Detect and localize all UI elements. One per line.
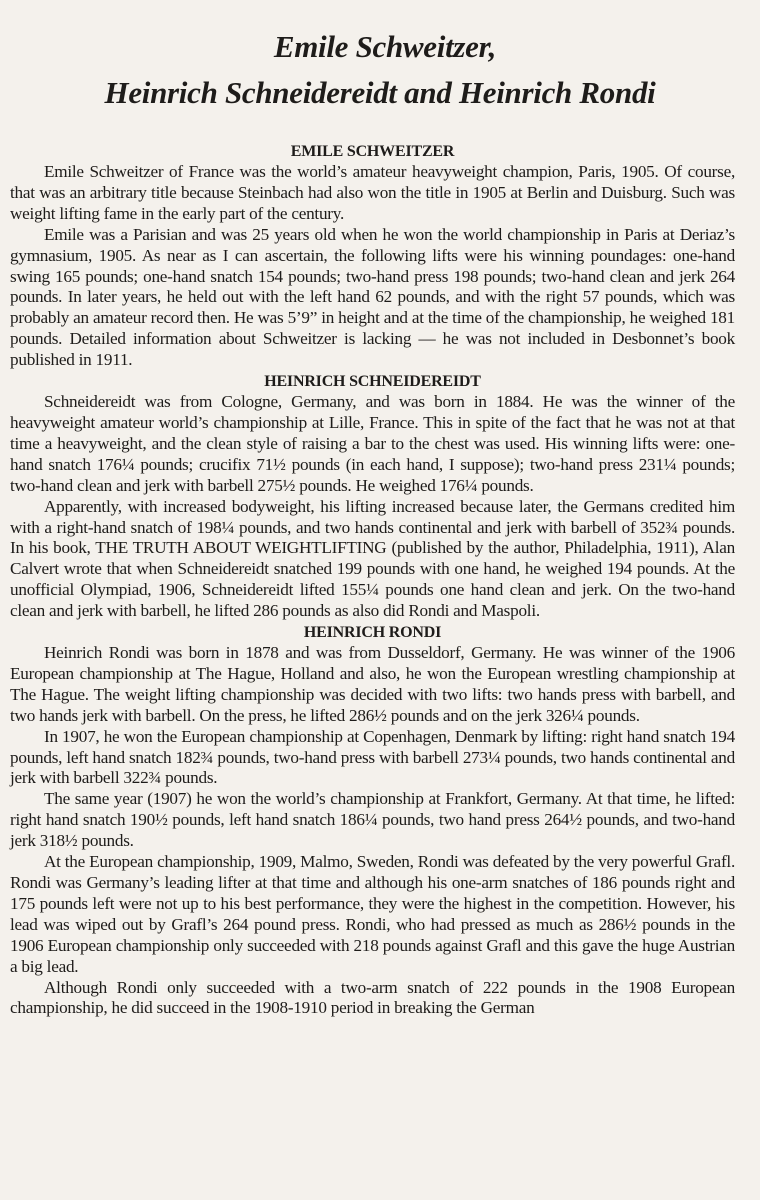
paragraph: Emile was a Parisian and was 25 years old when he won the world championship in Paris at Deriaz’s gymnasium, 1905. As near as I can ascertain, the following lifts were his winning poundages: one-hand swing 165 pounds; one-hand snatch 154 pounds; two-hand press 198 pounds; two-hand clean and jerk 264 pounds. In later years, he held out with the left hand 62 pounds, and with the right 57 pounds, which was probably an amateur record then. He was 5’9” in height and at the time of the championship, he weighed 181 pounds. Detailed information about Schweitzer is lacking — he was not included in Desbonnet’s book published in 1911.	[10, 224, 735, 370]
paragraph: Although Rondi only succeeded with a two-arm snatch of 222 pounds in the 1908 European championship, he did succeed in the 1908-1910 period in breaking the German	[10, 977, 735, 1018]
section-heinrich-rondi	[10, 622, 735, 1019]
section-heinrich-schneidereidt	[10, 371, 735, 622]
paragraph: Apparently, with increased bodyweight, his lifting increased because later, the Germans credited him with a right-hand snatch of 198¼ pounds, and two hands continental and jerk with barbell of 352¾ pounds. In his book, THE TRUTH ABOUT WEIGHTLIFTING (published by the author, Philadelphia, 1911), Alan Calvert wrote that when Schneidereidt snatched 199 pounds with one hand, he weighed 194 pounds. At the unofficial Olympiad, 1906, Schneidereidt lifted 155¼ pounds one hand clean and jerk. On the two-hand clean and jerk with barbell, he lifted 286 pounds as also did Rondi and Maspoli.	[10, 496, 735, 621]
section-heading: HEINRICH RONDI	[303, 624, 442, 642]
paragraph: Emile Schweitzer of France was the world’s amateur heavyweight champion, Paris, 1905. Of course, that was an arbitrary title because Steinbach had also won the title in 1905 at Berlin and Duisburg. Such was weight lifting fame in the early part of the century.	[10, 162, 735, 223]
paragraph: At the European championship, 1909, Malmo, Sweden, Rondi was defeated by the very powerful Grafl. Rondi was Germany’s leading lifter at that time and although his one-arm snatches of 186 pounds right and 175 pounds left were not up to his best performance, they were the highest in the competition. However, his lead was wiped out by Grafl’s 264 pound press. Rondi, who had pressed as much as 286½ pounds in the 1906 European championship only succeeded with 218 pounds against Grafl and this gave the huge Austrian a big lead.	[10, 852, 735, 976]
chapter-title-line-1: Emile Schweitzer,	[273, 29, 497, 64]
article-body	[10, 141, 735, 1019]
section-heading: HEINRICH SCHNEIDEREIDT	[264, 373, 481, 391]
paragraph: The same year (1907) he won the world’s championship at Frankfort, Germany. At that time, he lifted: right hand snatch 190½ pounds, left hand snatch 186¼ pounds, two hand press 264½ pounds, and two-hand jerk 318½ pounds.	[10, 789, 735, 851]
section-heading: EMILE SCHWEITZER	[290, 143, 455, 160]
section-emile-schweitzer	[10, 141, 735, 371]
paragraph: Heinrich Rondi was born in 1878 and was from Dusseldorf, Germany. He was winner of the 1906 European championship at The Hague, Holland and also, he won the European wrestling championship at The Hague. The weight lifting championship was decided with two lifts: two hands press with barbell, and two hands jerk with barbell. On the press, he lifted 286½ pounds and on the jerk 326¼ pounds.	[10, 643, 735, 725]
chapter-title	[0, 0, 760, 115]
paragraph: In 1907, he won the European championship at Copenhagen, Denmark by lifting: right hand snatch 194 pounds, left hand snatch 182¾ pounds, two-hand press with barbell 273¼ pounds, two hands continental and jerk with barbell 322¾ pounds.	[10, 726, 735, 788]
paragraph: Schneidereidt was from Cologne, Germany, and was born in 1884. He was the winner of the heavyweight amateur world’s championship at Lille, France. This in spite of the fact that he was not at that time a heavyweight, and the clean style of raising a bar to the chest was used. His winning lifts were: one-hand snatch 176¼ pounds; crucifix 71½ pounds (in each hand, I suppose); two-hand press 231¼ pounds; two-hand clean and jerk with barbell 275½ pounds. He weighed 176¼ pounds.	[10, 392, 735, 495]
chapter-title-line-2: Heinrich Schneidereidt and Heinrich Rondi	[104, 75, 656, 110]
